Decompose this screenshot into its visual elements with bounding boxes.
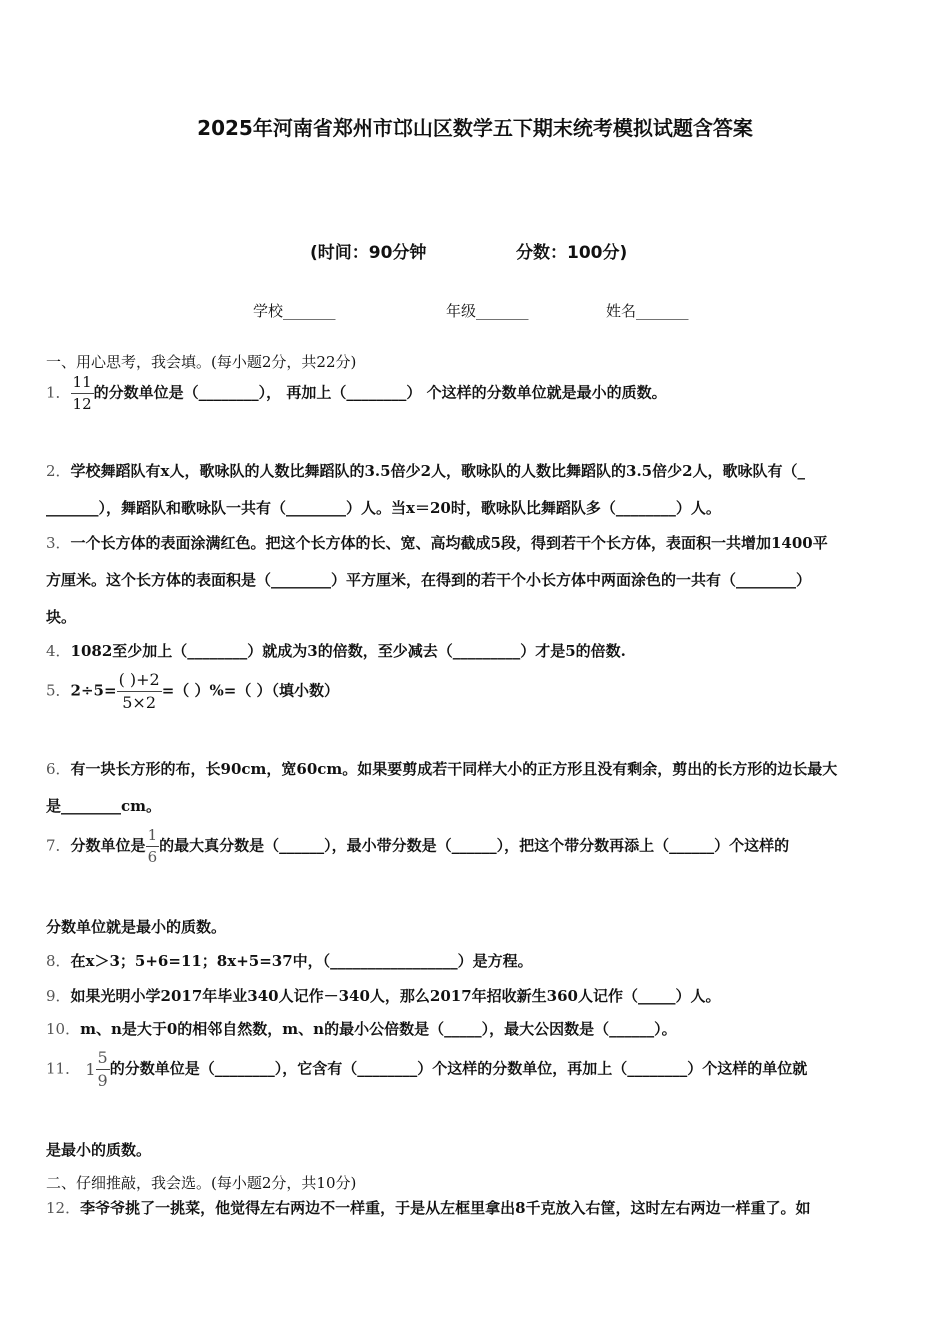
question-4: 4．1082至少加上（________）就成为3的倍数，至少减去（_________）才是5的倍数. (46, 642, 626, 660)
exam-score: 分数：100分) (516, 243, 628, 263)
question-5: 5．2÷5= $\frac{( )+2}{5\times 2}$ =（ ）%=（ ）（填小数） (46, 670, 340, 712)
question-12: 12．李爷爷挑了一挑菜，他觉得左右两边不一样重，于是从左框里拿出8千克放入右筐，这时左右两边一样重了。如 (46, 1199, 811, 1217)
section-2-heading: 二、仔细推敲，我会选。(每小题2分，共10分) (46, 1174, 357, 1192)
question-2: 2．学校舞蹈队有x人，歌咏队的人数比舞蹈队的3.5倍少2人，歌咏队的人数比舞蹈队的3.5倍少2人，歌咏队有（_ (46, 462, 806, 480)
question-11-line-2: 是最小的质数。 (46, 1141, 152, 1159)
question-7-line-2: 分数单位就是最小的质数。 (46, 918, 227, 936)
question-3-line-3: 块。 (46, 608, 77, 626)
fraction-11-12: $\frac{11}{12}$ (72, 373, 92, 413)
question-3: 3．一个长方体的表面涂满红色。把这个长方体的长、宽、高均截成5段，得到若干个长方体，表面积一共增加1400平 (46, 534, 828, 552)
mixed-number-whole: 1 (85, 1060, 96, 1079)
question-6: 6．有一块长方形的布，长90cm，宽60cm。如果要剪成若干同样大小的正方形且没有剩余，剪出的长方形的边长最大 (46, 760, 838, 778)
school-field: 学校_______ (253, 302, 336, 320)
question-3-line-2: 方厘米。这个长方体的表面积是（________）平方厘米，在得到的若干个小长方体中两面涂色的一共有（________） (46, 571, 812, 589)
question-1 (46, 375, 667, 412)
page-title: 2025年河南省郑州市邙山区数学五下期末统考模拟试题含答案 (197, 116, 753, 140)
question-11: 11． 1 $\frac{5}{9}$ 的分数单位是（________），它含有（________）个这样的分数单位，再加上（________）个这样的单位就 (46, 1048, 808, 1090)
grade-field: 年级_______ (446, 302, 529, 320)
question-text: 的分数单位是（________）， 再加上（________） 个这样的分数单位就是最小的质数。 (93, 383, 667, 402)
question-6-line-2: 是________cm。 (46, 797, 162, 815)
name-field: 姓名_______ (606, 302, 689, 320)
question-7: 7．分数单位是 $\frac{1}{6}$ 的最大真分数是（______），最小带分数是（______），把这个带分数再添上（______）个这样的 (46, 826, 790, 866)
section-1-heading: 一、用心思考，我会填。(每小题2分，共22分) (46, 353, 357, 371)
question-2-line-2: _______），舞蹈队和歌咏队一共有（________）人。当x＝20时，歌咏队比舞蹈队多（________）人。 (46, 499, 721, 517)
fraction-5-9: $\frac{5}{9}$ (97, 1048, 108, 1090)
fraction-1-6: $\frac{1}{6}$ (147, 826, 158, 866)
question-8: 8．在x＞3；5+6=11；8x+5=37中，（_________________）是方程。 (46, 952, 533, 970)
question-10: 10．m、n是大于0的相邻自然数，m、n的最小公倍数是（_____），最大公因数是（______）。 (46, 1020, 677, 1038)
exam-time: (时间：90分钟 (310, 243, 427, 263)
fraction-blank-plus-2-over-5x2: $\frac{( )+2}{5\times 2}$ (118, 670, 160, 712)
question-9: 9．如果光明小学2017年毕业340人记作－340人，那么2017年招收新生360人记作（_____）人。 (46, 987, 721, 1005)
question-number: 1． (46, 383, 71, 402)
